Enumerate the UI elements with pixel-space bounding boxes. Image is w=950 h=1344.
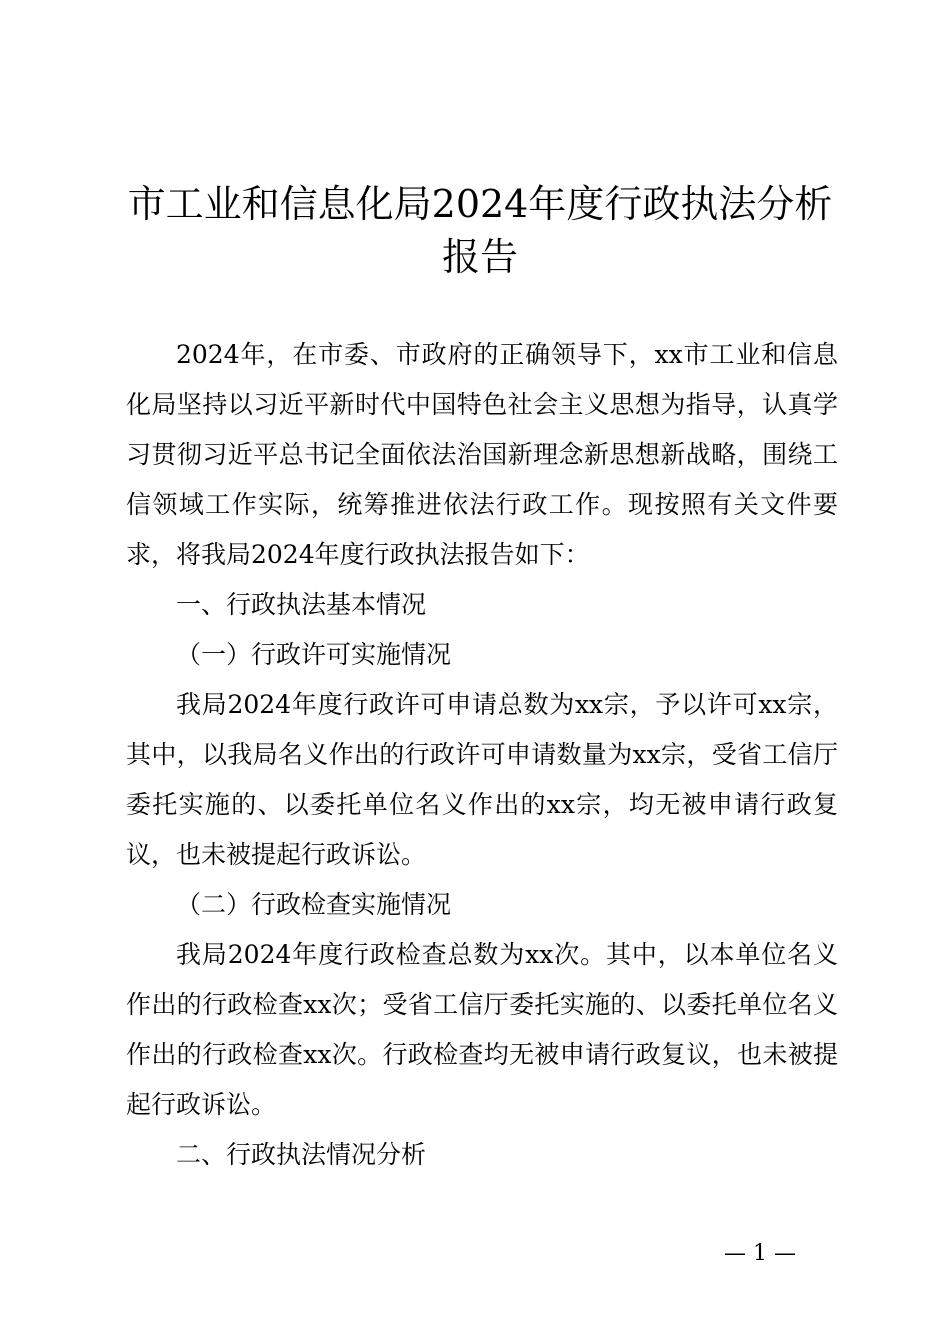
- page-number: — 1 —: [724, 1241, 796, 1266]
- subsection-heading-1: （一）行政许可实施情况: [176, 640, 452, 669]
- section-heading-1: 一、行政执法基本情况: [176, 590, 427, 619]
- document-title: 市工业和信息化局2024年度行政执法分析报告: [127, 182, 833, 279]
- permit-paragraph: 我局2024年度行政许可申请总数为xx宗，予以许可xx宗，其中，以我局名义作出的行政许可申请数量为xx宗，受省工信厅委托实施的、以委托单位名义作出的xx宗，均无被申请行政复议，也未被提起行政诉讼。: [126, 690, 838, 869]
- document-body: [126, 330, 838, 1180]
- inspection-paragraph: 我局2024年度行政检查总数为xx次。其中，以本单位名义作出的行政检查xx次；受省工信厅委托实施的、以委托单位名义作出的行政检查xx次。行政检查均无被申请行政复议，也未被提起行政诉讼。: [126, 940, 838, 1119]
- subsection-heading-2: （二）行政检查实施情况: [176, 890, 452, 919]
- section-heading-2: 二、行政执法情况分析: [176, 1140, 427, 1169]
- intro-paragraph: 2024年，在市委、市政府的正确领导下，xx市工业和信息化局坚持以习近平新时代中国特色社会主义思想为指导，认真学习贯彻习近平总书记全面依法治国新理念新思想新战略，围绕工信领域工作实际，统筹推进依法行政工作。现按照有关文件要求，将我局2024年度行政执法报告如下：: [126, 340, 838, 569]
